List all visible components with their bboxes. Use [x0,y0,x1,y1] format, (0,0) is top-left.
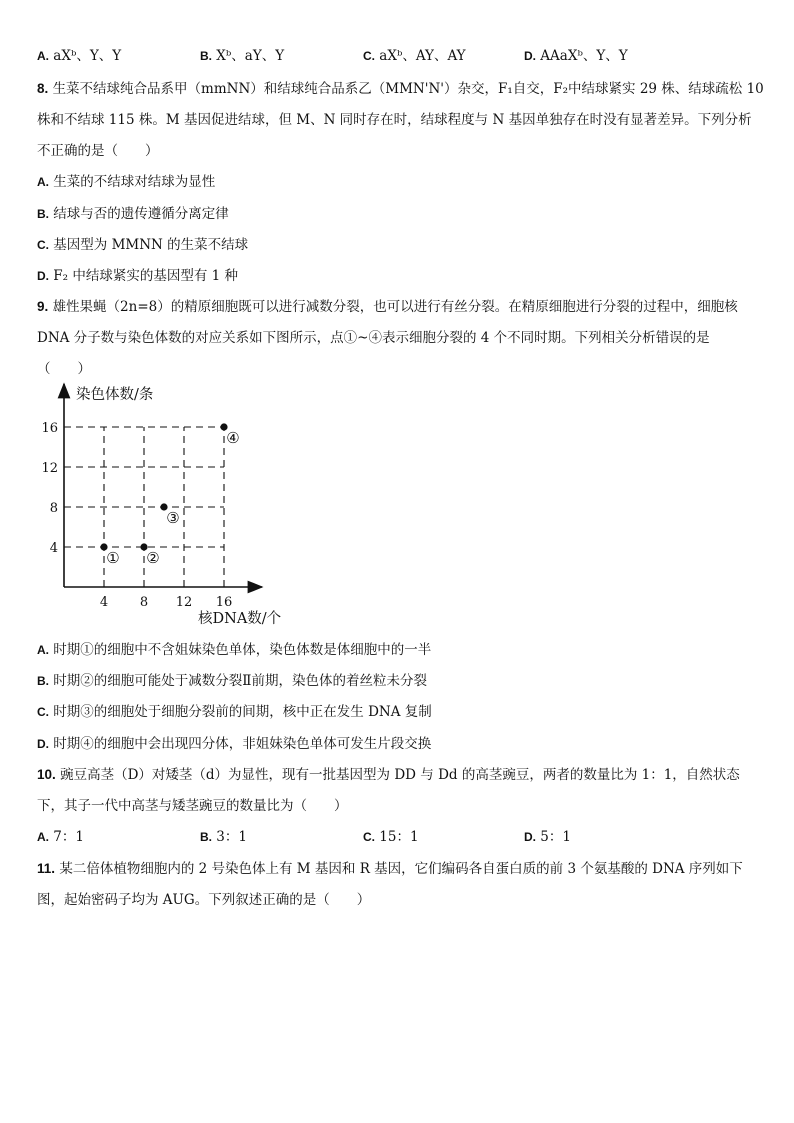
q8-stem-line-3: 不正确的是（ ） [37,143,159,159]
q10-option-a [37,825,84,845]
q7-option-a [37,44,121,64]
q9-stem-line-3: （ ） [37,361,91,377]
q11-stem-line-2: 图，起始密码子均为 AUG。下列叙述正确的是（ ） [37,892,371,908]
q9-option-a [37,638,431,658]
option-key: D. [524,830,536,844]
stem-text: 生菜不结球纯合品系甲（mmNN）和结球纯合品系乙（MMN'N'）杂交，F₁自交，F₂中结球紧实 29 株、结球疏松 10 [52,81,764,97]
y-tick-label: 4 [49,541,58,556]
question-number: 11. [37,861,56,876]
option-key: B. [200,49,212,63]
stem-text: 豌豆高茎（D）对矮茎（d）为显性，现有一批基因型为 DD 与 Dd 的高茎豌豆，两者的数量比为 1：1，自然状态 [60,767,740,783]
q10-stem-line-2: 下，其子一代中高茎与矮茎豌豆的数量比为（ ） [37,798,348,814]
option-key: A. [37,830,49,844]
data-point-label-1: ① [106,549,120,567]
q8-stem-line-2: 株和不结球 115 株。M 基因促进结球，但 M、N 同时存在时，结球程度与 N 基因单独存在时没有显著差异。下列分析 [37,112,752,128]
y-tick-label: 16 [41,421,58,436]
question-number: 10. [37,767,56,782]
q9-option-b [37,669,427,689]
option-text: AAaXᵇ、Y、Y [540,48,628,64]
q10-stem-line-1 [37,763,740,783]
q10-option-b [200,825,247,845]
option-key: D. [37,737,49,751]
question-number: 8. [37,81,49,96]
option-key: A. [37,175,49,189]
q10-option-c [363,825,419,845]
q10-option-d [524,825,571,845]
option-key: D. [524,49,536,63]
option-key: A. [37,643,49,657]
option-key: B. [200,830,212,844]
data-point-label-3: ③ [166,509,180,527]
option-text: 时期④的细胞中会出现四分体，非姐妹染色单体可发生片段交换 [53,736,432,752]
option-text: 时期②的细胞可能处于减数分裂Ⅱ前期，染色体的着丝粒未分裂 [53,673,427,689]
q9-option-d [37,732,431,752]
option-text: Xᵇ、aY、Y [216,48,285,64]
x-tick-label: 16 [215,595,233,610]
q9-option-c [37,700,432,720]
q8-stem-line-1 [37,77,764,97]
y-tick-label: 12 [41,461,58,476]
option-text: 生菜的不结球对结球为显性 [53,174,216,190]
option-key: C. [363,49,375,63]
stem-text: 雄性果蝇（2n=8）的精原细胞既可以进行减数分裂，也可以进行有丝分裂。在精原细胞进行分裂的过程中，细胞核 [52,299,738,315]
q8-option-d [37,264,238,284]
x-tick-label: 8 [139,595,149,610]
q8-option-a [37,170,215,190]
q9-stem-line-2: DNA 分子数与染色体数的对应关系如下图所示，点①~④表示细胞分裂的 4 个不同时期。下列相关分析错误的是 [37,330,710,346]
q9-stem-line-1 [37,295,738,315]
x-tick-label: 12 [175,595,193,610]
q11-stem-line-1 [37,857,743,877]
q7-option-c [363,44,466,64]
stem-text: 某二倍体植物细胞内的 2 号染色体上有 M 基因和 R 基因，它们编码各自蛋白质的前 3 个氨基酸的 DNA 序列如下 [59,861,743,877]
question-number: 9. [37,299,49,314]
option-text: 时期③的细胞处于细胞分裂前的间期，核中正在发生 DNA 复制 [53,704,432,720]
x-tick-label: 4 [99,595,109,610]
q8-option-b [37,202,229,222]
option-text: 7：1 [53,829,84,845]
option-key: C. [363,830,375,844]
data-point-label-2: ② [146,549,160,567]
chart-points [100,423,239,567]
q7-option-d [524,44,628,64]
option-text: 3：1 [216,829,247,845]
y-axis-label: 染色体数/条 [76,387,154,403]
chart-ticks [41,421,232,610]
data-point-label-4: ④ [226,429,240,447]
option-text: 5：1 [540,829,571,845]
q7-option-b [200,44,284,64]
option-text: 时期①的细胞中不含姐妹染色单体，染色体数是体细胞中的一半 [53,642,432,658]
option-key: B. [37,207,49,221]
option-key: A. [37,49,49,63]
option-text: aXᵇ、AY、AY [379,48,466,64]
option-key: C. [37,238,49,252]
option-text: 结球与否的遗传遵循分离定律 [53,206,229,222]
option-text: 基因型为 MMNN 的生菜不结球 [53,237,249,253]
x-axis-label: 核DNA数/个 [198,611,282,627]
option-key: B. [37,674,49,688]
option-key: D. [37,269,49,283]
option-text: F₂ 中结球紧实的基因型有 1 种 [53,268,239,284]
chart-grid [64,427,224,587]
y-tick-label: 8 [49,501,58,516]
dna-chromosome-chart [40,380,340,630]
option-key: C. [37,705,49,719]
option-text: 15：1 [379,829,419,845]
option-text: aXᵇ、Y、Y [53,48,122,64]
q8-option-c [37,233,248,253]
